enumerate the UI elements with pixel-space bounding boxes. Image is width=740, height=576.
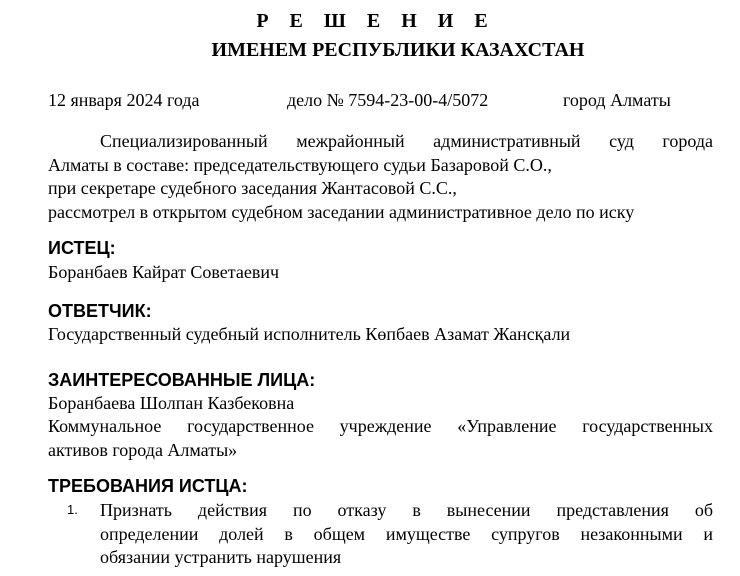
claim-line-3: обязании устранить нарушения	[100, 547, 342, 567]
list-item-number: 1.	[67, 502, 78, 517]
interested-parties-heading: ЗАИНТЕРЕСОВАННЫЕ ЛИЦА:	[48, 370, 316, 390]
interested-organization	[48, 415, 713, 462]
list-item-text	[100, 499, 713, 570]
document-title: Р Е Ш Е Н И Е	[256, 10, 496, 32]
intro-line-4: рассмотрел в открытом судебном заседании административное дело по иску	[48, 201, 635, 222]
interested-organization-line-1: Коммунальное государственное учреждение «Управление государственных	[48, 416, 713, 436]
intro-line-3: при секретаре судебного заседания Жантасовой С.С.,	[48, 178, 457, 198]
decision-date: 12 января 2024 года	[48, 90, 200, 110]
intro-line-2: Алматы в составе: председательствующего судьи Базаровой С.О.,	[48, 154, 552, 175]
plaintiff-heading: ИСТЕЦ:	[48, 238, 116, 258]
claims-heading: ТРЕБОВАНИЯ ИСТЦА:	[48, 476, 248, 496]
document-subtitle: ИМЕНЕМ РЕСПУБЛИКИ КАЗАХСТАН	[211, 39, 585, 61]
claim-line-2: определении долей в общем имуществе супругов незаконными и	[100, 523, 713, 544]
intro-line-1: Специализированный межрайонный административный суд города	[100, 131, 713, 151]
interested-organization-line-2: активов города Алматы»	[48, 439, 238, 460]
interested-person-name: Боранбаева Шолпан Казбековна	[48, 393, 295, 413]
claim-line-1: Признать действия по отказу в вынесении представления об	[100, 500, 713, 520]
plaintiff-name: Боранбаев Кайрат Советаевич	[48, 262, 280, 282]
intro-paragraph	[48, 130, 713, 224]
case-number: дело № 7594-23-00-4/5072	[287, 90, 489, 110]
defendant-heading: ОТВЕТЧИК:	[48, 301, 152, 321]
decision-city: город Алматы	[563, 90, 671, 110]
defendant-name: Государственный судебный исполнитель Көпбаев Азамат Жансқали	[48, 324, 571, 344]
